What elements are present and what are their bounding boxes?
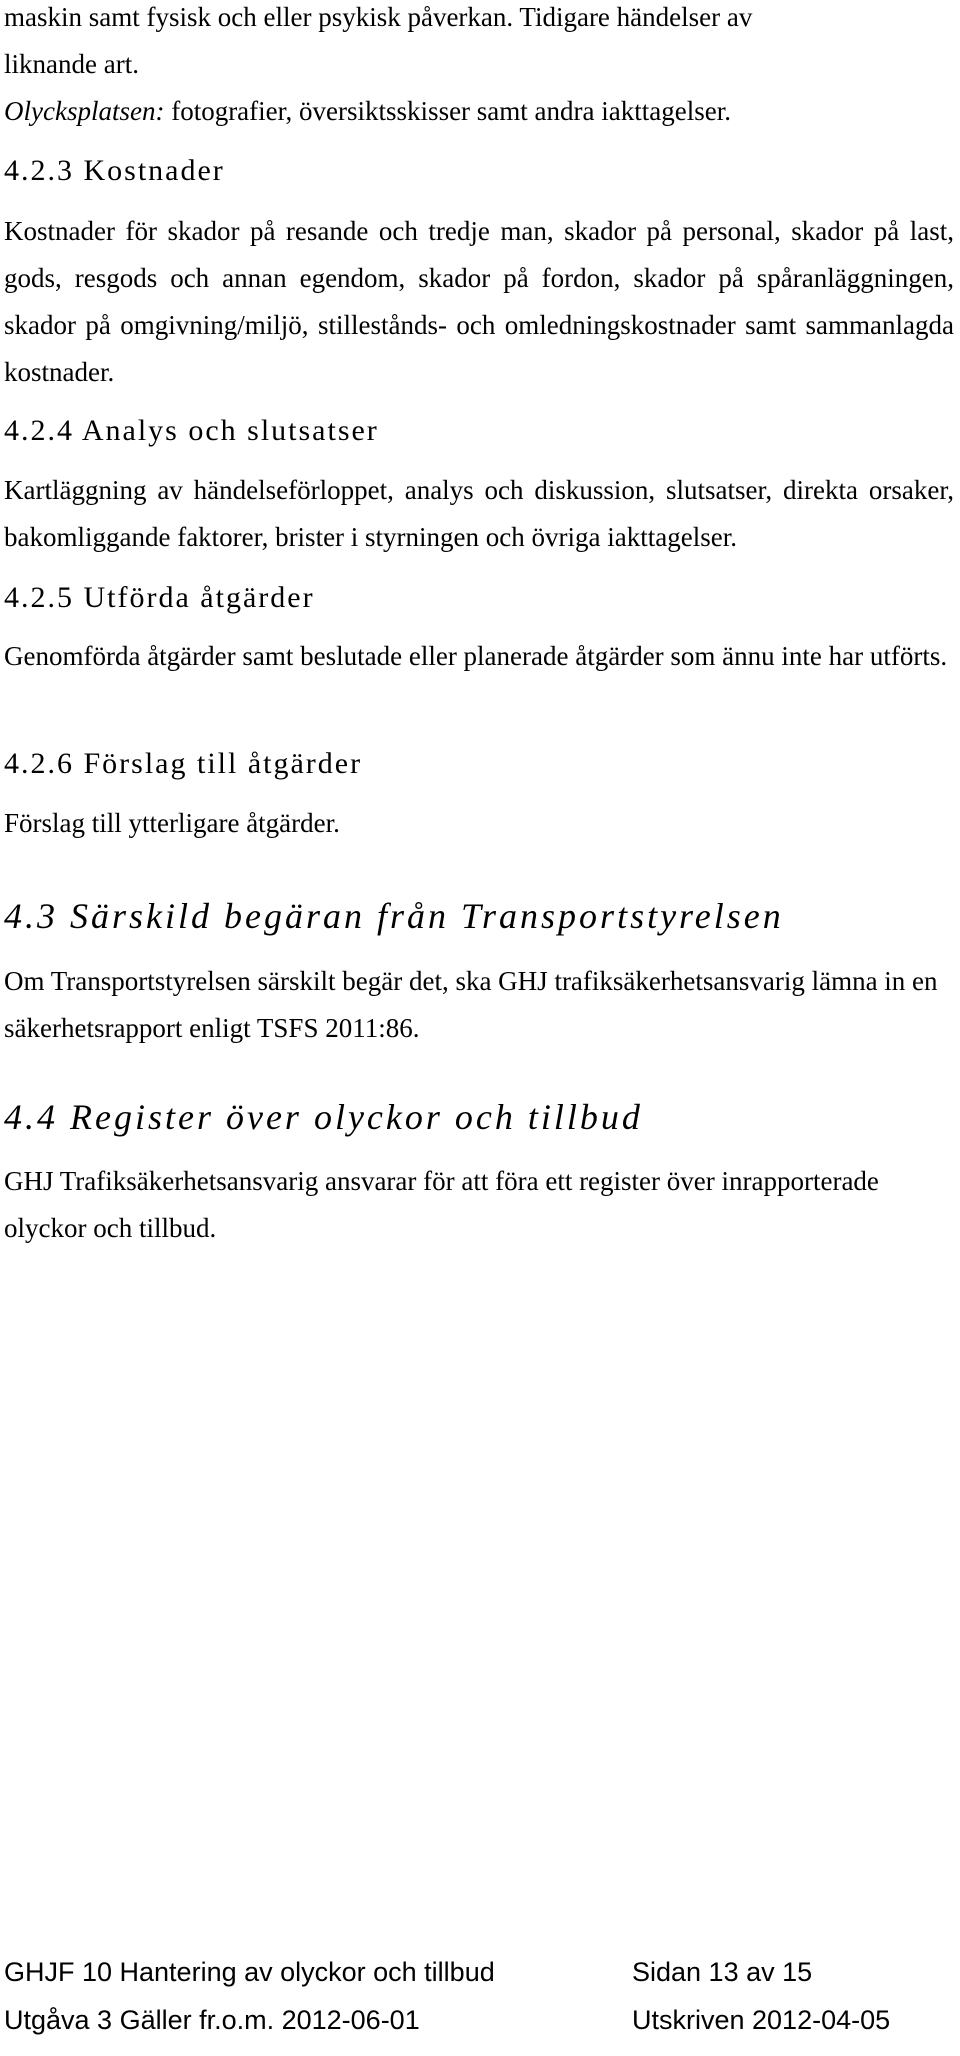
section-heading-analys: 4.2.4 Analys och slutsatser: [4, 414, 379, 447]
section-heading-kostnader: 4.2.3 Kostnader: [4, 154, 225, 187]
footer-page-info: Sidan 13 av 15: [632, 1957, 813, 1987]
footer-edition-info: Utgåva 3 Gäller fr.o.m. 2012-06-01: [4, 2005, 420, 2035]
olycksplatsen-label: Olycksplatsen:: [4, 96, 165, 126]
footer-document-title: GHJF 10 Hantering av olyckor och tillbud: [4, 1957, 495, 1987]
intro-line-2: liknande art.: [4, 49, 139, 79]
section-body-utforda: Genomförda åtgärder samt beslutade eller planerade åtgärder som ännu inte har utförts.: [4, 641, 948, 671]
section-heading-forslag: 4.2.6 Förslag till åtgärder: [4, 747, 363, 780]
section-body-sarskild: Om Transportstyrelsen särskilt begär det, ska GHJ trafiksäkerhetsansvarig lämna in en säkerhetsrapport enligt TSFS 2011:86.: [4, 966, 938, 1043]
section-body-analys: Kartläggning av händelseförloppet, analys och diskussion, slutsatser, direkta orsaker, bakomliggande faktorer, brister i styrningen och övriga iakttagelser.: [4, 475, 954, 552]
section-body-register: GHJ Trafiksäkerhetsansvarig ansvarar för att föra ett register över inrapporterade olyckor och tillbud.: [4, 1166, 879, 1243]
section-heading-register: 4.4 Register över olyckor och tillbud: [4, 1097, 643, 1137]
section-body-kostnader: Kostnader för skador på resande och tredje man, skador på personal, skador på last, gods, resgods och annan egendom, skador på fordon, skador på spåranläggningen, skador på omgivning/miljö, stillestånds- och omledningskostnader samt sammanlagda kostnader.: [4, 216, 954, 387]
section-body-forslag: Förslag till ytterligare åtgärder.: [4, 808, 340, 838]
footer-printed-info: Utskriven 2012-04-05: [632, 2005, 891, 2035]
section-heading-utforda: 4.2.5 Utförda åtgärder: [4, 581, 315, 614]
intro-line-3: [4, 88, 731, 135]
intro-line-1: maskin samt fysisk och eller psykisk påverkan. Tidigare händelser av: [4, 2, 753, 32]
section-heading-sarskild: 4.3 Särskild begäran från Transportstyrelsen: [4, 896, 784, 936]
olycksplatsen-text: fotografier, översiktsskisser samt andra iakttagelser.: [164, 96, 731, 126]
